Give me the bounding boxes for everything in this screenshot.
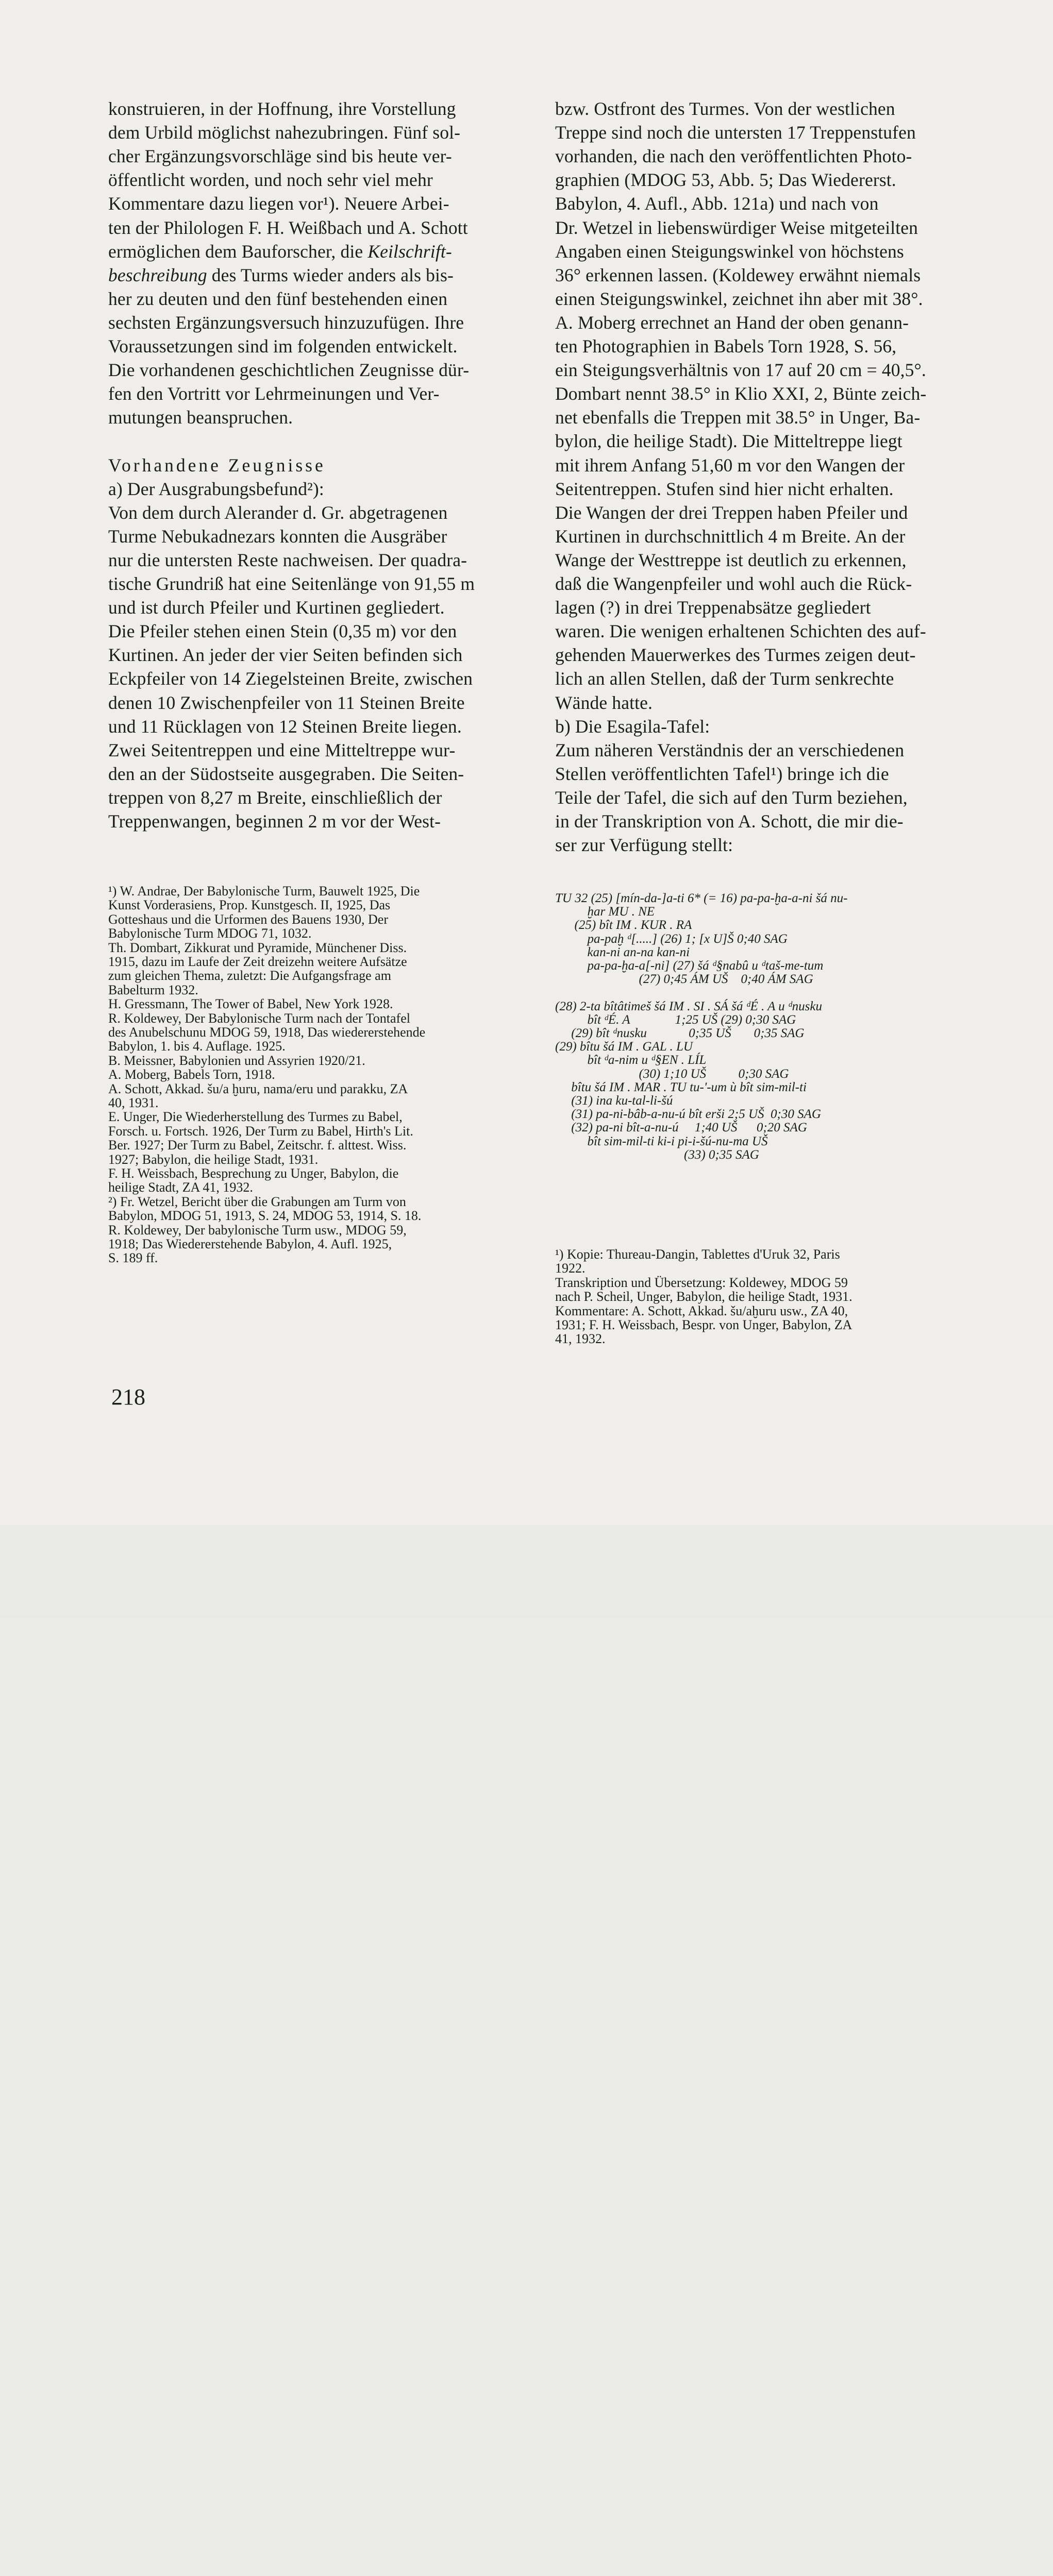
transcription-line: (32) pa-ni bît-a-nu-ú 1;40 UŠ 0;20 SAG [555, 1121, 807, 1135]
transcription-line: bîtu šá IM . MAR . TU tu-'-um ù bît sim-mil-ti [555, 1080, 807, 1094]
page-number: 218 [111, 1384, 145, 1410]
body-text-line: bylon, die heilige Stadt). Die Mitteltreppe liegt [555, 431, 902, 452]
body-text-line: nur die untersten Reste nachweisen. Der quadra- [108, 549, 467, 570]
transcription-line: pa-paḫ ᵈ[.....] (26) 1; [x U]Š 0;40 SAG [555, 931, 788, 946]
footnote-line: 1918; Das Wiedererstehende Babylon, 4. Aufl. 1925, [108, 1236, 392, 1251]
footnote-line: A. Moberg, Babels Torn, 1918. [108, 1067, 275, 1082]
footnote-line: Transkription und Übersetzung: Koldewey, MDOG 59 [555, 1275, 848, 1290]
footnote-line: heilige Stadt, ZA 41, 1932. [108, 1180, 253, 1195]
body-text-line: Treppe sind noch die untersten 17 Treppenstufen [555, 122, 916, 143]
footnote-line: Kommentare: A. Schott, Akkad. šu/aḫuru usw., ZA 40, [555, 1303, 848, 1318]
body-text-line: net ebenfalls die Treppen mit 38.5° in Unger, Ba- [555, 407, 921, 428]
transcription-line: TU 32 (25) [mín-da-]a-ti 6* (= 16) pa-pa-ḫa-a-ni šá nu- [555, 891, 848, 905]
body-text-line: Dombart nennt 38.5° in Klio XXI, 2, Bünte zeich- [555, 383, 927, 404]
transcription-line: (31) ina ku-tal-li-šú [555, 1094, 673, 1108]
footnote-line: R. Koldewey, Der babylonische Turm usw., MDOG 59, [108, 1222, 407, 1238]
body-text-line: Vorhandene Zeugnisse [108, 454, 326, 476]
body-text-line: a) Der Ausgrabungsbefund²): [108, 478, 324, 499]
body-text-line: Voraussetzungen sind im folgenden entwickelt. [108, 336, 458, 357]
transcription-line: (28) 2-ta bîtâtimeš šá IM . SI . SÁ šá ᵈÉ . A u ᵈnusku [555, 999, 823, 1013]
footnote-line: S. 189 ff. [108, 1250, 158, 1266]
body-text-line: Die vorhandenen geschichtlichen Zeugnisse dür- [108, 360, 470, 381]
body-text-line: Kurtinen. An jeder der vier Seiten befinden sich [108, 645, 463, 666]
body-text-line: in der Transkription von A. Schott, die mir die- [555, 811, 904, 832]
body-text-line: A. Moberg errechnet an Hand der oben genann- [555, 312, 909, 333]
body-text-line: und 11 Rücklagen von 12 Steinen Breite liegen. [108, 716, 462, 737]
body-text-line: sechsten Ergänzungsversuch hinzuzufügen. Ihre [108, 312, 464, 333]
footnote-line: Ber. 1927; Der Turm zu Babel, Zeitschr. f. alttest. Wiss. [108, 1138, 407, 1153]
footnote-line: R. Koldewey, Der Babylonische Turm nach der Tontafel [108, 1010, 410, 1026]
body-text-line: Wange der Westtreppe ist deutlich zu erkennen, [555, 549, 907, 570]
body-text-line: ermöglichen dem Bauforscher, die Keilschrift- [108, 241, 452, 262]
viewer-footer [0, 1525, 1053, 1618]
transcription-line: (29) bîtu šá IM . GAL . LU [555, 1040, 693, 1054]
transcription-line: ḫar MU . NE [555, 905, 655, 919]
body-text-line: ein Steigungsverhältnis von 17 auf 20 cm = 40,5°. [555, 360, 926, 381]
transcription-line: (31) pa-ni-bâb-a-nu-ú bît erši 2;5 UŠ 0;30 SAG [555, 1107, 821, 1122]
body-text-line: treppen von 8,27 m Breite, einschließlich der [108, 787, 442, 808]
transcription-line: bît ᵈa-nim u ᵈ§EN . LÍL [555, 1053, 707, 1067]
transcription-line: bît ᵈÉ. A 1;25 UŠ (29) 0;30 SAG [555, 1012, 796, 1027]
body-text-line: Treppenwangen, beginnen 2 m vor der West- [108, 811, 441, 832]
body-text-line: graphien (MDOG 53, Abb. 5; Das Wiedererst. [555, 170, 896, 191]
footnote-line: 1931; F. H. Weissbach, Bespr. von Unger, Babylon, ZA [555, 1317, 853, 1332]
footnote-line: B. Meissner, Babylonien und Assyrien 1920/21. [108, 1053, 365, 1068]
body-text-line: lagen (?) in drei Treppenabsätze gegliedert [555, 597, 871, 618]
body-text-line: Stellen veröffentlichten Tafel¹) bringe ich die [555, 763, 889, 784]
body-text-line: Die Pfeiler stehen einen Stein (0,35 m) vor den [108, 621, 457, 642]
footnote-line: 1915, dazu im Laufe der Zeit dreizehn weitere Aufsätze [108, 954, 407, 969]
body-text-line: bzw. Ostfront des Turmes. Von der westlichen [555, 98, 895, 119]
transcription-line: kan-ni an-na kan-ni [555, 945, 690, 959]
transcription-line: (33) 0;35 SAG [555, 1147, 759, 1162]
body-text-line: Turme Nebukadnezars konnten die Ausgräber [108, 526, 447, 547]
footnote-line: ¹) Kopie: Thureau-Dangin, Tablettes d'Uruk 32, Paris [555, 1247, 840, 1262]
body-text-line: her zu deuten und den fünf bestehenden einen [108, 288, 448, 309]
body-text-line: konstruieren, in der Hoffnung, ihre Vorstellung [108, 98, 456, 119]
body-text-line: gehenden Mauerwerkes des Turmes zeigen deut- [555, 645, 916, 666]
body-text-line: mutungen beanspruchen. [108, 407, 293, 428]
body-text-line: ten Photographien in Babels Torn 1928, S. 56, [555, 336, 897, 357]
footnote-line: nach P. Scheil, Unger, Babylon, die heilige Stadt, 1931. [555, 1289, 853, 1304]
body-text-line: Von dem durch Alerander d. Gr. abgetragenen [108, 502, 448, 523]
body-text-line: öffentlicht worden, und noch sehr viel mehr [108, 170, 433, 191]
body-text-line: einen Steigungswinkel, zeichnet ihn aber mit 38°. [555, 288, 923, 309]
footnote-line: 1927; Babylon, die heilige Stadt, 1931. [108, 1151, 319, 1167]
footnote-line: 40, 1931. [108, 1095, 159, 1110]
body-text-line: vorhanden, die nach den veröffentlichten Photo- [555, 146, 912, 167]
body-text-line: fen den Vortritt vor Lehrmeinungen und Ver- [108, 383, 440, 404]
transcription-line: bît sim-mil-ti ki-i pi-i-šú-nu-ma UŠ [555, 1134, 768, 1148]
body-text-line: Babylon, 4. Aufl., Abb. 121a) und nach von [555, 193, 879, 214]
body-text-line: ser zur Verfügung stellt: [555, 835, 733, 856]
footnote-line: ²) Fr. Wetzel, Bericht über die Grabungen am Turm von [108, 1194, 406, 1209]
footnote-line: Th. Dombart, Zikkurat und Pyramide, Münchener Diss. [108, 940, 407, 955]
footnote-line: 41, 1932. [555, 1331, 606, 1347]
body-text-line: mit ihrem Anfang 51,60 m vor den Wangen der [555, 454, 905, 476]
transcription-line: (30) 1;10 UŠ 0;30 SAG [555, 1066, 789, 1081]
footnote-line: Babylon, 1. bis 4. Auflage. 1925. [108, 1039, 286, 1054]
body-text-line: beschreibung des Turms wieder anders als bis- [108, 264, 454, 285]
body-text-line: cher Ergänzungsvorschläge sind bis heute ver- [108, 146, 452, 167]
footnote-line: Kunst Vorderasiens, Prop. Kunstgesch. II, 1925, Das [108, 897, 391, 913]
footnote-line: E. Unger, Die Wiederherstellung des Turmes zu Babel, [108, 1109, 403, 1125]
body-text-line: waren. Die wenigen erhaltenen Schichten des auf- [555, 621, 926, 642]
body-text-line: daß die Wangenpfeiler und wohl auch die Rück- [555, 573, 912, 594]
footnote-line: Babylon, MDOG 51, 1913, S. 24, MDOG 53, 1914, S. 18. [108, 1208, 422, 1224]
footnote-line: H. Gressmann, The Tower of Babel, New York 1928. [108, 996, 393, 1012]
body-text-line: lich an allen Stellen, daß der Turm senkrechte [555, 668, 894, 689]
body-text-line: Zwei Seitentreppen und eine Mitteltreppe wur- [108, 739, 456, 760]
body-text-line: Die Wangen der drei Treppen haben Pfeiler und [555, 502, 908, 523]
body-text-line: Kommentare dazu liegen vor¹). Neuere Arbei- [108, 193, 449, 214]
footnote-line: 1922. [555, 1261, 586, 1276]
transcription-line: (27) 0;45 ÁM UŠ 0;40 ÁM SAG [555, 972, 813, 987]
footnote-line: zum gleichen Thema, zuletzt: Die Aufgangsfrage am [108, 968, 391, 984]
body-text-line: dem Urbild möglichst nahezubringen. Fünf sol- [108, 122, 461, 143]
body-text-line: Eckpfeiler von 14 Ziegelsteinen Breite, zwischen [108, 668, 473, 689]
footnote-line: ¹) W. Andrae, Der Babylonische Turm, Bauwelt 1925, Die [108, 884, 420, 899]
footnote-line: Babelturm 1932. [108, 982, 198, 997]
body-text-line: denen 10 Zwischenpfeiler von 11 Steinen Breite [108, 692, 465, 713]
footnote-line: Babylonische Turm MDOG 71, 1032. [108, 926, 312, 941]
body-text-line: b) Die Esagila-Tafel: [555, 716, 710, 737]
body-text-line: Wände hatte. [555, 692, 653, 713]
transcription-line: (25) bît IM . KUR . RA [555, 918, 692, 933]
footnote-line: A. Schott, Akkad. šu/a ḫuru, nama/eru und parakku, ZA [108, 1081, 408, 1096]
body-text-line: Kurtinen in durchschnittlich 4 m Breite. An der [555, 526, 906, 547]
body-text-line: Dr. Wetzel in liebenswürdiger Weise mitgeteilten [555, 217, 918, 238]
body-text-line: ten der Philologen F. H. Weißbach und A. Schott [108, 217, 468, 238]
body-text-line: Angaben einen Steigungswinkel von höchstens [555, 241, 904, 262]
transcription-line: (29) bît ᵈnusku 0;35 UŠ 0;35 SAG [555, 1026, 805, 1040]
body-text-line: den an der Südostseite ausgegraben. Die Seiten- [108, 763, 464, 784]
transcription-line: pa-pa-ḫa-a[-ni] (27) šá ᵈ§nabû u ᵈtaš-me-tum [555, 959, 824, 973]
footnote-line: Gotteshaus und die Urformen des Bauens 1930, Der [108, 911, 388, 927]
body-text-line: Zum näheren Verständnis der an verschiedenen [555, 739, 905, 760]
body-text-line: tische Grundriß hat eine Seitenlänge von 91,55 m [108, 573, 475, 594]
footnote-line: F. H. Weissbach, Besprechung zu Unger, Babylon, die [108, 1166, 399, 1181]
body-text-line: 36° erkennen lassen. (Koldewey erwähnt niemals [555, 264, 921, 285]
body-text-line: Teile der Tafel, die sich auf den Turm beziehen, [555, 787, 908, 808]
body-text-line: Seitentreppen. Stufen sind hier nicht erhalten. [555, 478, 894, 499]
footnote-line: Forsch. u. Fortsch. 1926, Der Turm zu Babel, Hirth's Lit. [108, 1123, 413, 1139]
footnote-line: des Anubelschunu MDOG 59, 1918, Das wiedererstehende [108, 1025, 426, 1040]
body-text-line: und ist durch Pfeiler und Kurtinen gegliedert. [108, 597, 445, 618]
